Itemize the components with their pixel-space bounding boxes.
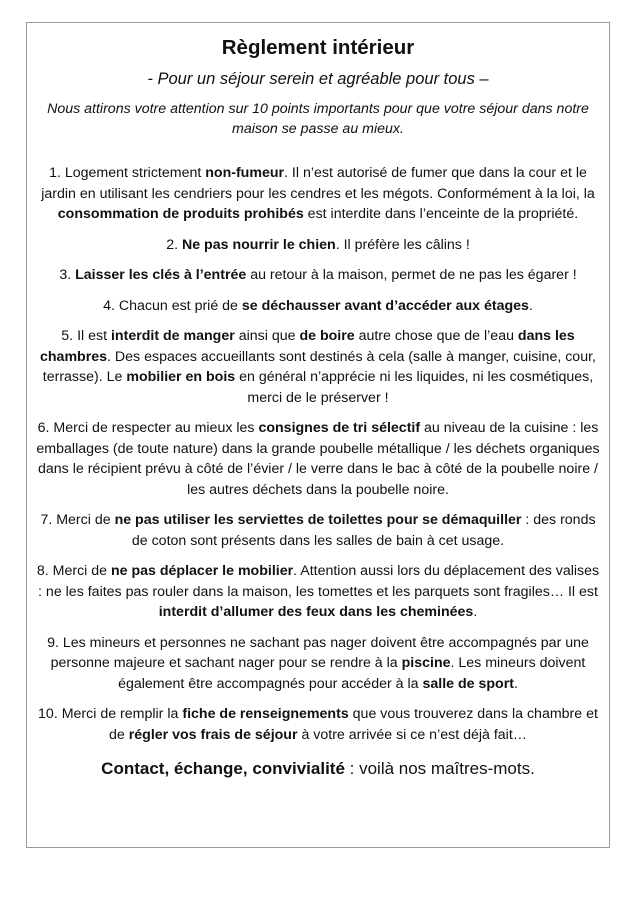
rule-text: au retour à la maison, permet de ne pas les égarer ! [246,267,577,283]
rule-text: . [473,604,478,620]
rule-emphasis: régler vos frais de séjour [128,726,298,743]
rule-item-6 [35,418,601,500]
rule-emphasis: se déchausser avant d’accéder aux étages [241,297,529,314]
rule-text: 8. Merci de [36,563,111,579]
rule-emphasis: consommation de produits prohibés [57,206,304,222]
rule-text: 7. Merci de [40,512,115,528]
rule-item-7 [35,510,601,551]
rule-text: 3. [59,267,76,283]
rule-text: à votre arrivée si ce n’est déjà fait… [297,726,527,743]
rule-item-10 [35,704,601,745]
rule-text: est interdite dans l’enceinte de la propriété. [303,206,579,222]
rule-item-3 [35,265,601,286]
rule-emphasis: interdit de manger [110,328,235,344]
rule-text: : des ronds de coton sont présents dans les salles de bain à cet usage. [131,512,596,549]
rule-emphasis: non-fumeur [205,165,285,181]
rule-text: 5. Il est [61,328,111,344]
intro-paragraph: Nous attirons votre attention sur 10 points importants pour que votre séjour dans notre maison se passe au mieux. [47,101,589,137]
rule-text: . Il n’est autorisé de fumer que dans la cour et le jardin en utilisant les cendriers pour les cendres et les mégots. Conformément à la loi, la [41,165,595,202]
rule-text: 4. Chacun est prié de [103,297,242,314]
rule-emphasis: de boire [299,328,355,344]
rule-emphasis: salle de sport [422,675,514,692]
page-subtitle: - Pour un séjour serein et agréable pour tous – [147,70,489,88]
closing-line [35,757,601,781]
rule-text: au niveau de la cuisine : les emballages (de toute nature) dans la grande poubelle métallique / les déchets organiques dans le récipient prévu à côté de l’évier / le verre dans le bac à côté de la poubelle noire / les autres déchets dans la poubelle noire. [36,420,600,498]
rule-emphasis: ne pas déplacer le mobilier [110,563,294,579]
closing-rest: : voilà nos maîtres-mots. [344,759,535,778]
rule-text: . Des espaces accueillants sont destinés à cela (salle à manger, cuisine, cour, terrasse). Le [42,348,596,385]
page-title: Règlement intérieur [221,36,415,59]
rule-text: . Il préfère les câlins ! [335,236,470,253]
rule-text: 2. [166,236,182,253]
rule-emphasis: Laisser les clés à l’entrée [75,267,247,283]
document-page [26,22,610,848]
rule-text: 1. Logement strictement [49,165,206,181]
rule-text: . Attention aussi lors du déplacement des valises : ne les faites pas rouler dans la maison, les tomettes et les parquets sont fragiles… Il est [38,563,600,600]
rule-text: en général n’apprécie ni les liquides, ni les cosmétiques, merci de le préserver ! [235,369,594,406]
rule-item-2 [35,235,601,256]
rule-emphasis: dans les chambres [40,328,575,365]
closing-bold: Contact, échange, convivialité [101,759,345,778]
rule-emphasis: Ne pas nourrir le chien [181,236,336,253]
rule-emphasis: consignes de tri sélectif [258,420,421,436]
rule-emphasis: piscine [401,655,451,671]
rule-text: 10. Merci de remplir la [38,706,183,722]
rule-item-8 [35,561,601,623]
rule-text: que vous trouverez dans la chambre et de [109,706,598,743]
rule-emphasis: mobilier en bois [126,369,236,385]
rule-emphasis: ne pas utiliser les serviettes de toilettes pour se démaquiller [114,512,522,528]
rules-list [35,163,601,745]
rule-item-9 [35,633,601,695]
rule-text: 9. Les mineurs et personnes ne sachant pas nager doivent être accompagnés par une personne majeure et sachant nager pour se rendre à la [47,634,589,671]
rule-emphasis: fiche de renseignements [182,706,349,722]
rule-text: . [528,297,533,314]
rule-text: . Les mineurs doivent également être accompagnés pour accéder à la [118,655,586,692]
rule-item-1 [35,163,601,225]
rule-text: ainsi que [234,328,300,344]
rule-item-5 [35,326,601,408]
rule-item-4 [35,296,601,317]
rule-text: . [513,675,518,692]
rule-text: autre chose que de l’eau [354,328,518,344]
rule-emphasis: interdit d’allumer des feux dans les cheminées [158,604,474,620]
rule-text: 6. Merci de respecter au mieux les [37,420,259,436]
